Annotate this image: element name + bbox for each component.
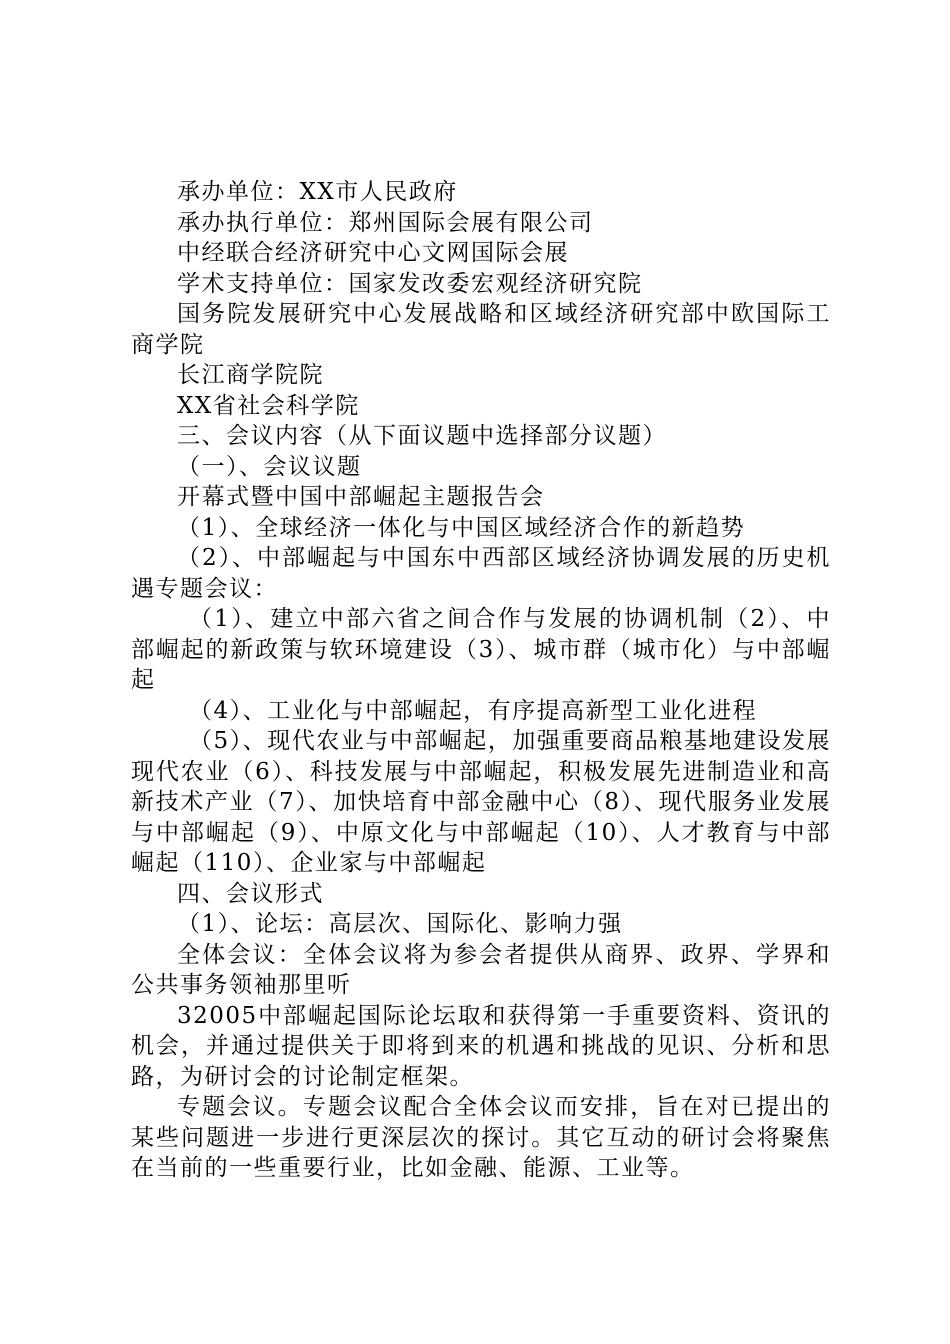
list-item-topic-1: （1）、全球经济一体化与中国区域经济合作的新趋势	[177, 514, 746, 541]
document-body	[131, 177, 831, 1184]
paragraph-state-council-center: 国务院发展研究中心发展战略和区域经济研究部中欧国际工商学院	[131, 301, 831, 358]
paragraph-cheung-kong: 长江商学院院	[177, 362, 324, 388]
section-heading-meeting-content: 三、会议内容（从下面议题中选择部分议题）	[177, 423, 667, 449]
paragraph-executive-organizer: 承办执行单位：郑州国际会展有限公司	[177, 209, 594, 236]
paragraph-forum-description: 32005中部崛起国际论坛取和获得第一手重要资料、资讯的机会，并通过提供关于即将到来的机遇和挑战的见识、分析和思路，为研讨会的讨论制定框架。	[131, 1002, 831, 1090]
list-item-special-topics-5-11: （5）、现代农业与中部崛起，加强重要商品粮基地建设发展现代农业（6）、科技发展与中部崛起，积极发展先进制造业和高新技术产业（7）、加快培育中部金融中心（8）、现代服务业发展与中部崛起（9）、中原文化与中部崛起（10）、人才教育与中部崛起（110）、企业家与中部崛起	[131, 728, 831, 876]
section-heading-meeting-format: 四、会议形式	[177, 880, 324, 907]
paragraph-co-organizer: 中经联合经济研究中心文网国际会展	[177, 240, 569, 266]
list-item-special-topic-4: （4）、工业化与中部崛起，有序提高新型工业化进程	[189, 697, 758, 724]
list-item-special-topics-1-3: （1）、建立中部六省之间合作与发展的协调机制（2）、中部崛起的新政策与软环境建设（3）、城市群（城市化）与中部崛起	[131, 606, 831, 693]
subsection-heading-topics: （一）、会议议题	[177, 453, 362, 480]
list-item-topic-2: （2）、中部崛起与中国东中西部区域经济协调发展的历史机遇专题会议：	[131, 545, 831, 602]
paragraph-opening-ceremony: 开幕式暨中国中部崛起主题报告会	[177, 484, 545, 510]
paragraph-plenary-session: 全体会议：全体会议将为参会者提供从商界、政界、学界和公共事务领袖那里听	[131, 941, 831, 998]
list-item-forum: （1）、论坛：高层次、国际化、影响力强	[177, 911, 623, 937]
paragraph-organizer: 承办单位：XX市人民政府	[177, 179, 458, 205]
paragraph-social-sciences: XX省社会科学院	[177, 392, 360, 419]
paragraph-special-sessions: 专题会议。专题会议配合全体会议而安排，旨在对已提出的某些问题进一步进行更深层次的探讨。其它互动的研讨会将聚焦在当前的一些重要行业，比如金融、能源、工业等。	[131, 1094, 831, 1181]
paragraph-academic-support: 学术支持单位：国家发改委宏观经济研究院	[177, 270, 643, 297]
